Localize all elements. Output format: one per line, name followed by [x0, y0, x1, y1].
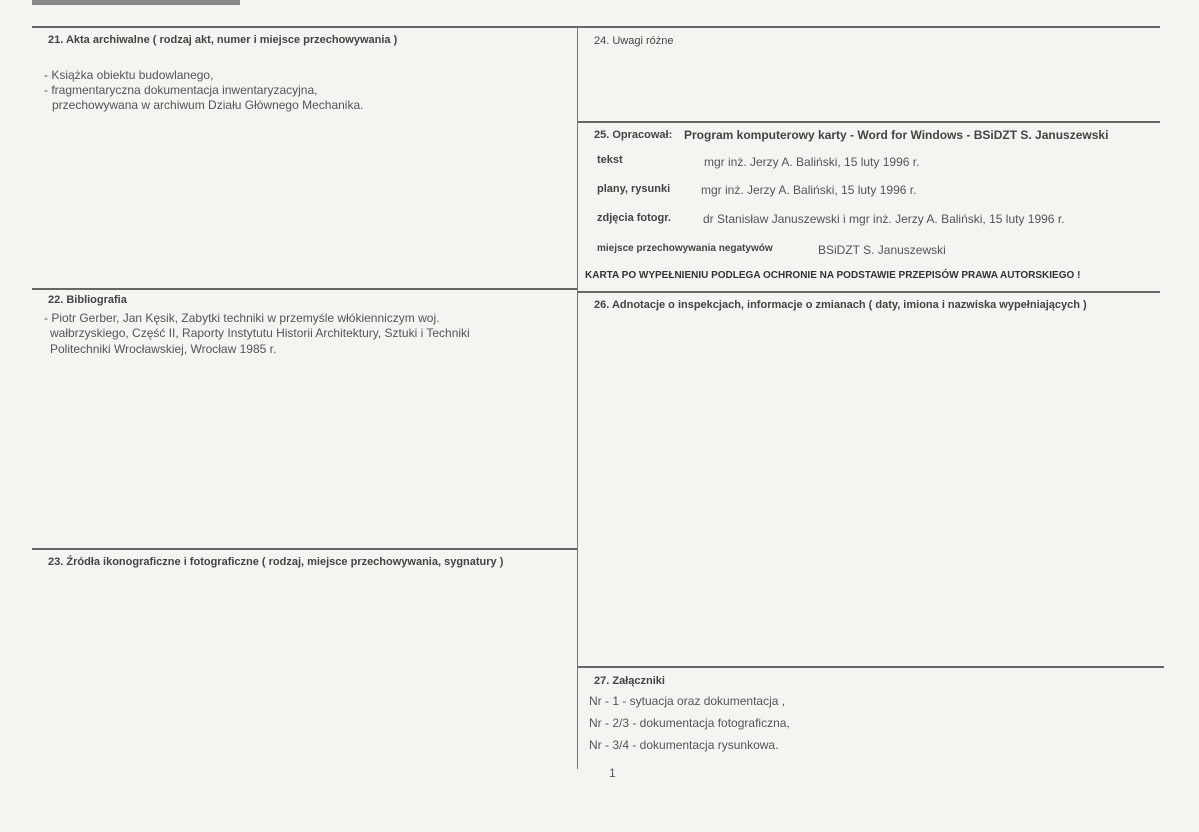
section-24-heading: 24. Uwagi różne [594, 35, 674, 47]
plany-value: mgr inż. Jerzy A. Baliński, 15 luty 1996 r. [701, 183, 917, 197]
tekst-label: tekst [597, 154, 623, 166]
rule-26-27 [578, 666, 1164, 668]
section-22-line-1: - Piotr Gerber, Jan Kęsik, Zabytki techniki w przemyśle włókienniczym woj. [44, 311, 440, 325]
top-rule [32, 26, 1160, 28]
tekst-value: mgr inż. Jerzy A. Baliński, 15 luty 1996 r. [704, 155, 920, 169]
section-27-heading: 27. Załączniki [594, 675, 665, 687]
page-mark: 1 [609, 766, 616, 780]
center-divider [577, 27, 578, 769]
plany-label: plany, rysunki [597, 183, 671, 195]
zdjecia-label: zdjęcia fotogr. [597, 212, 671, 224]
miejsce-label: miejsce przechowywania negatywów [597, 243, 773, 254]
miejsce-value: BSiDZT S. Januszewski [818, 243, 946, 257]
rule-22-23 [32, 548, 577, 550]
rule-25-26 [578, 291, 1160, 293]
zdjecia-value: dr Stanisław Januszewski i mgr inż. Jerzy A. Baliński, 15 luty 1996 r. [703, 212, 1065, 226]
copyright-notice: KARTA PO WYPEŁNIENIU PODLEGA OCHRONIE NA PODSTAWIE PRZEPISÓW PRAWA AUTORSKIEGO ! [585, 270, 1081, 281]
section-22-heading: 22. Bibliografia [48, 294, 127, 306]
section-21-line-2: - fragmentaryczna dokumentacja inwentaryzacyjna, [44, 83, 318, 97]
rule-21-22 [32, 288, 577, 290]
section-21-line-1: - Książka obiektu budowlanego, [44, 68, 214, 82]
section-27-line-3: Nr - 3/4 - dokumentacja rysunkowa. [589, 738, 779, 752]
section-22-line-2: wałbrzyskiego, Część II, Raporty Instytutu Historii Architektury, Sztuki i Techniki [50, 326, 470, 340]
section-21-heading: 21. Akta archiwalne ( rodzaj akt, numer i miejsce przechowywania ) [48, 34, 398, 46]
section-26-heading: 26. Adnotacje o inspekcjach, informacje o zmianach ( daty, imiona i nazwiska wypełniających ) [594, 299, 1087, 311]
section-27-line-1: Nr - 1 - sytuacja oraz dokumentacja , [589, 694, 786, 708]
rule-24-25 [578, 121, 1160, 123]
section-25-heading-value: Program komputerowy karty - Word for Windows - BSiDZT S. Januszewski [684, 128, 1109, 142]
section-23-heading: 23. Źródła ikonograficzne i fotograficzne ( rodzaj, miejsce przechowywania, sygnatury ) [48, 556, 504, 568]
section-27-line-2: Nr - 2/3 - dokumentacja fotograficzna, [589, 716, 790, 730]
section-25-heading-label: 25. Opracował: [594, 129, 673, 141]
section-21-line-3: przechowywana w archiwum Działu Głównego Mechanika. [52, 98, 364, 112]
top-border-strip [32, 0, 240, 5]
section-22-line-3: Politechniki Wrocławskiej, Wrocław 1985 r. [50, 342, 277, 356]
